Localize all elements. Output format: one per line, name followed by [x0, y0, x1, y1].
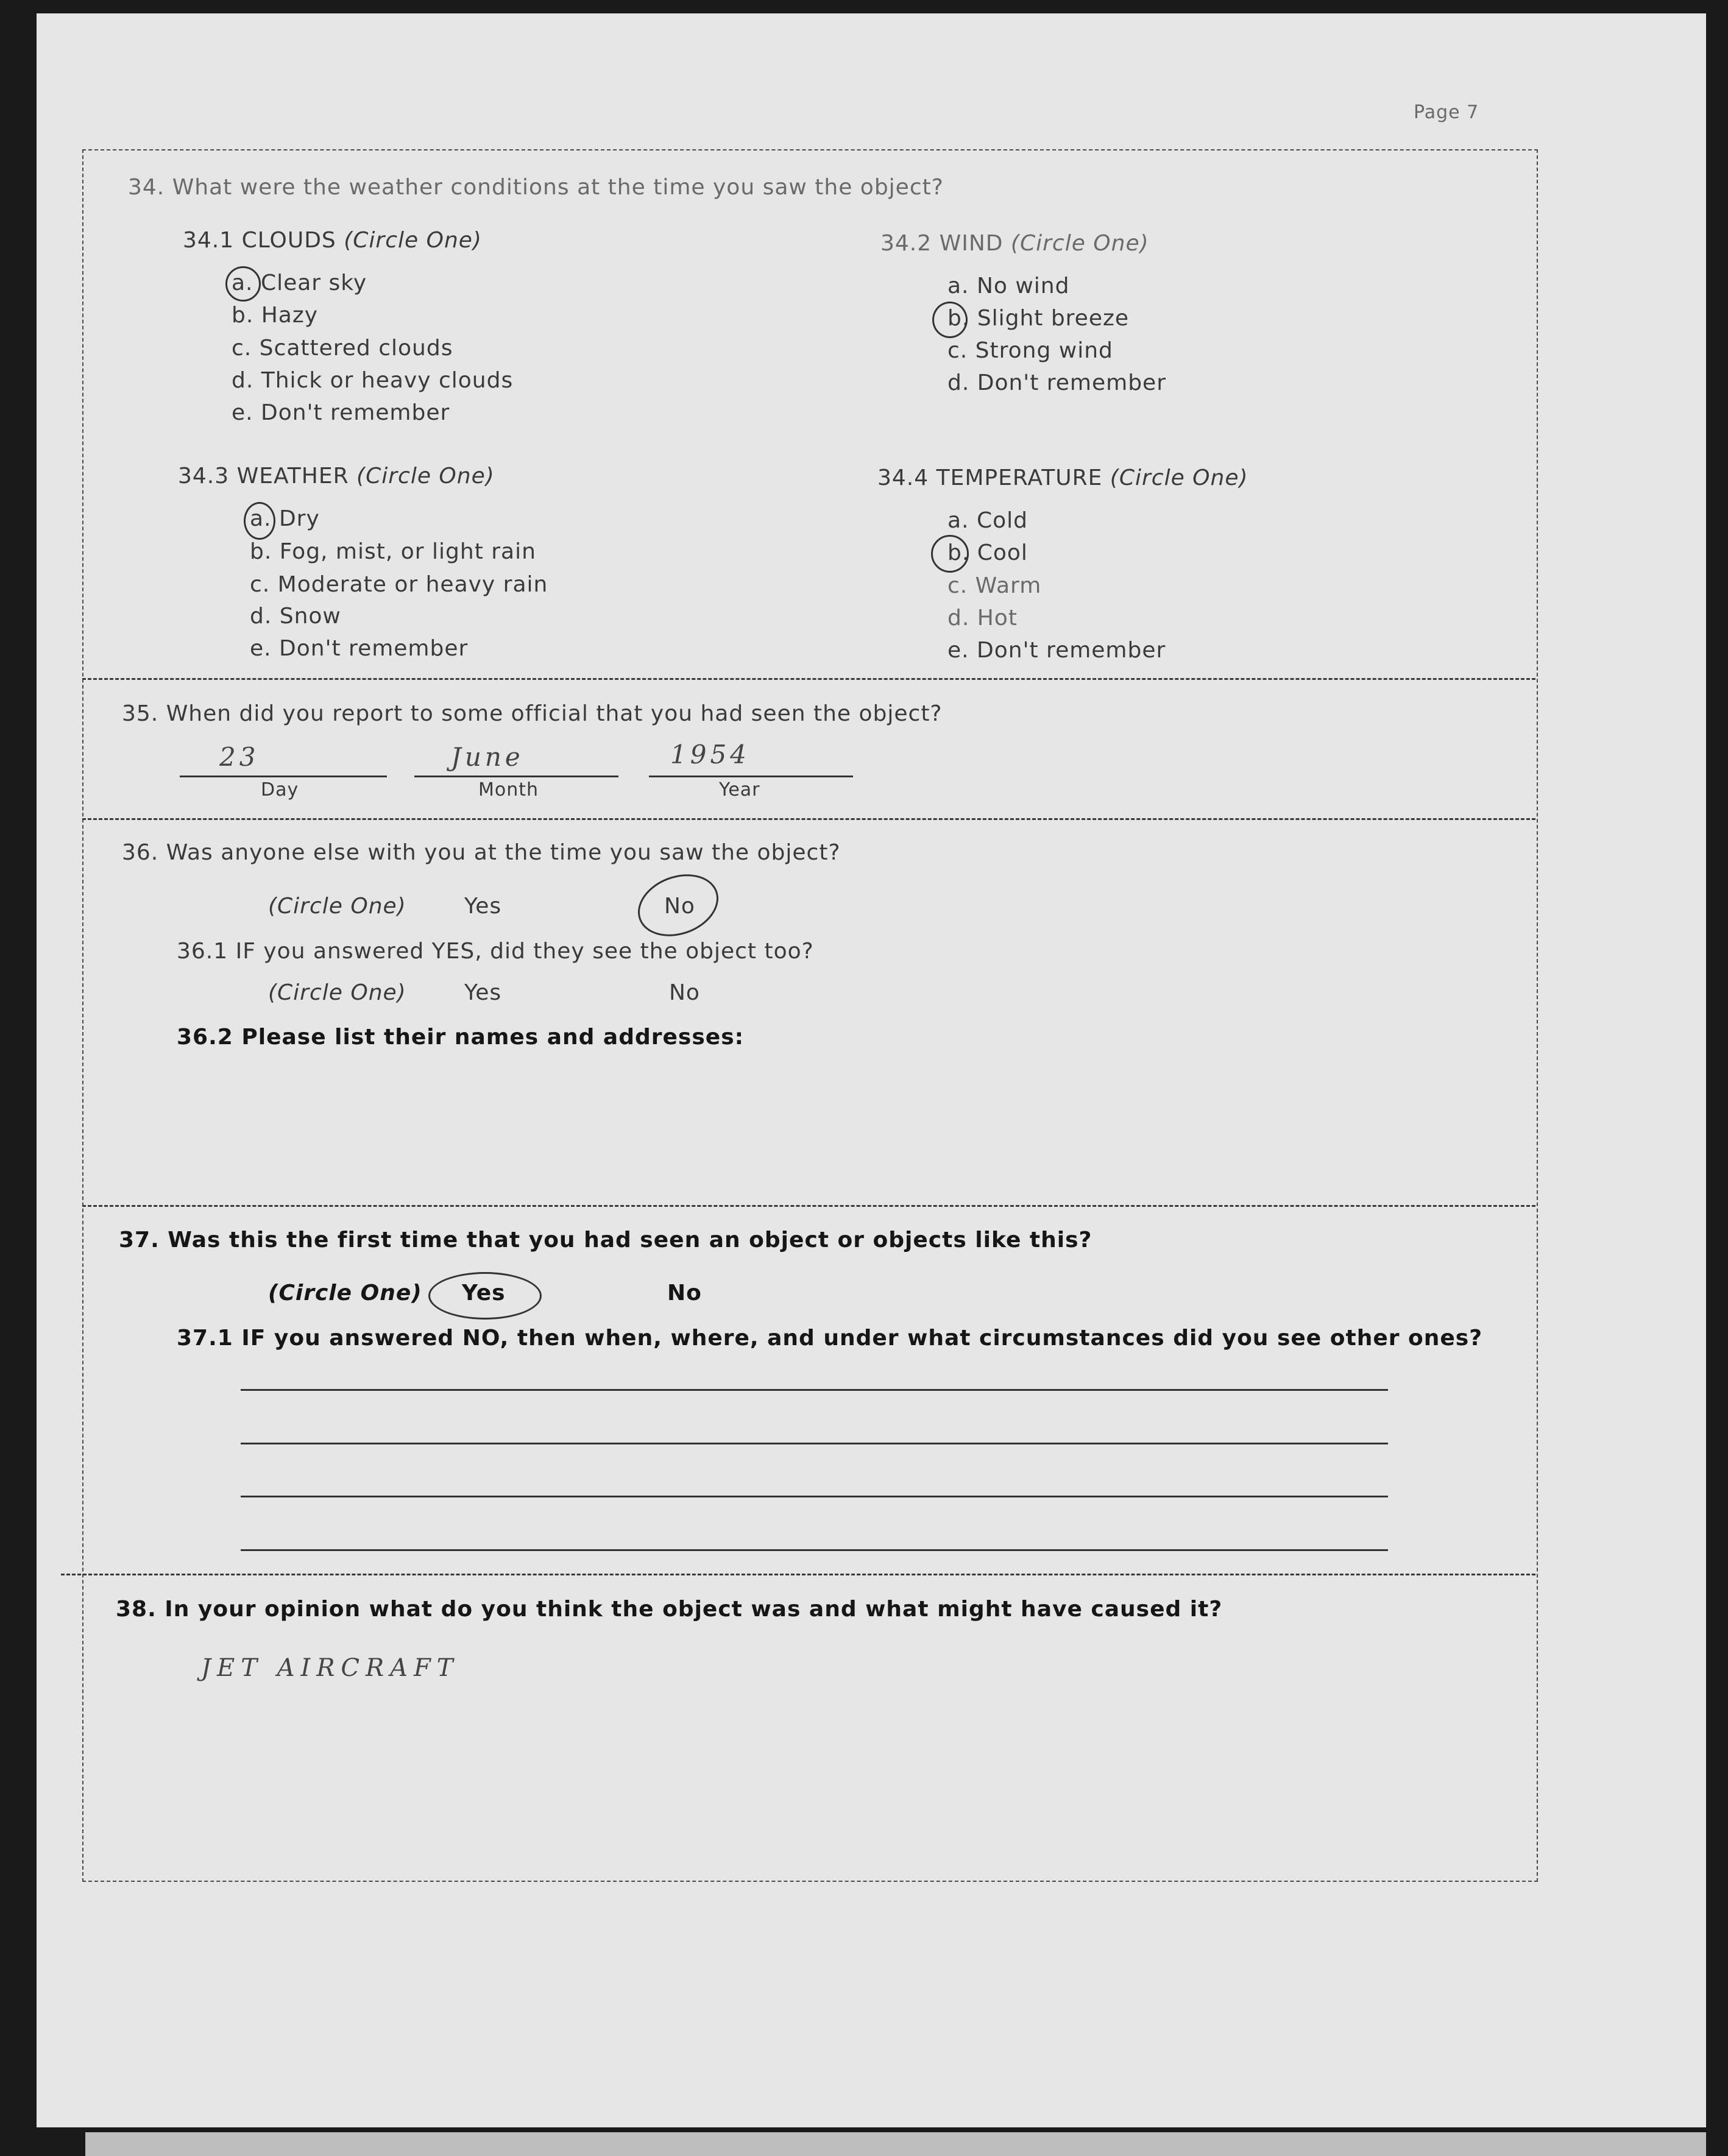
question-37: 37. Was this the first time that you had seen an object or objects like this? [119, 1228, 1092, 1253]
question-34: 34. What were the weather conditions at the time you saw the object? [128, 175, 944, 200]
answer-line[interactable] [241, 1443, 1388, 1444]
wind-option-c[interactable]: c. Strong wind [947, 338, 1113, 363]
page-number: Page 7 [1414, 102, 1479, 123]
weather-heading: 34.3 WEATHER (Circle One) [178, 464, 495, 489]
wind-option-b[interactable]: b. Slight breeze [947, 306, 1130, 331]
temperature-option-d[interactable]: d. Hot [947, 606, 1018, 631]
clouds-option-c[interactable]: c. Scattered clouds [232, 336, 453, 361]
answer-line[interactable] [241, 1549, 1388, 1551]
day-label: Day [261, 779, 299, 801]
question-36: 36. Was anyone else with you at the time you saw the object? [122, 840, 841, 865]
weather-option-d[interactable]: d. Snow [250, 604, 341, 629]
question-36-1: 36.1 IF you answered YES, did they see the object too? [177, 939, 814, 964]
clouds-option-b[interactable]: b. Hazy [232, 303, 319, 328]
q36-yes[interactable]: Yes [464, 894, 502, 919]
q37-yes[interactable]: Yes [462, 1281, 506, 1306]
divider [82, 818, 1535, 820]
question-37-1: 37.1 IF you answered NO, then when, where, and under what circumstances did you see other ones? [177, 1326, 1483, 1351]
wind-option-d[interactable]: d. Don't remember [947, 370, 1166, 395]
temperature-heading: 34.4 TEMPERATURE (Circle One) [877, 465, 1248, 490]
q37-no[interactable]: No [667, 1281, 702, 1306]
temperature-option-c[interactable]: c. Warm [947, 573, 1042, 598]
clouds-heading: 34.1 CLOUDS (Circle One) [183, 228, 482, 253]
clouds-option-d[interactable]: d. Thick or heavy clouds [232, 368, 514, 393]
q36-1-yes[interactable]: Yes [464, 980, 502, 1005]
clouds-option-a[interactable]: a. Clear sky [232, 270, 367, 295]
circle-one-label: (Circle One) [268, 980, 406, 1005]
divider [82, 1205, 1535, 1207]
q36-1-no[interactable]: No [669, 980, 700, 1005]
q36-no[interactable]: No [664, 894, 695, 919]
year-line [649, 776, 853, 777]
clouds-option-e[interactable]: e. Don't remember [232, 400, 450, 425]
day-line [180, 776, 387, 777]
selection-circle [225, 266, 261, 302]
scan-edge [85, 2132, 1706, 2156]
year-label: Year [719, 779, 760, 801]
q38-answer[interactable]: JET AIRCRAFT [201, 1654, 459, 1682]
selection-circle [931, 535, 969, 573]
question-35: 35. When did you report to some official that you had seen the object? [122, 701, 943, 726]
circle-one-label: (Circle One) [268, 1281, 422, 1306]
temperature-option-b[interactable]: b. Cool [947, 540, 1028, 565]
temperature-option-e[interactable]: e. Don't remember [947, 638, 1166, 663]
divider [82, 678, 1535, 680]
weather-option-e[interactable]: e. Don't remember [250, 636, 469, 661]
month-answer[interactable]: June [451, 742, 524, 772]
selection-circle [932, 302, 968, 338]
day-answer[interactable]: 23 [219, 742, 260, 772]
question-36-2: 36.2 Please list their names and addresses: [177, 1025, 745, 1050]
wind-option-a[interactable]: a. No wind [947, 274, 1070, 299]
selection-circle [428, 1272, 542, 1320]
question-38: 38. In your opinion what do you think the object was and what might have caused it? [116, 1597, 1223, 1622]
month-line [414, 776, 618, 777]
circle-one-label: (Circle One) [268, 894, 406, 919]
weather-option-c[interactable]: c. Moderate or heavy rain [250, 572, 548, 597]
wind-heading: 34.2 WIND (Circle One) [880, 231, 1149, 256]
month-label: Month [478, 779, 539, 801]
answer-line[interactable] [241, 1389, 1388, 1391]
answer-line[interactable] [241, 1496, 1388, 1497]
weather-option-a[interactable]: a. Dry [250, 506, 320, 531]
divider [61, 1574, 1535, 1575]
temperature-option-a[interactable]: a. Cold [947, 508, 1028, 533]
weather-option-b[interactable]: b. Fog, mist, or light rain [250, 539, 536, 564]
selection-circle [244, 502, 275, 540]
year-answer[interactable]: 1954 [670, 740, 750, 769]
